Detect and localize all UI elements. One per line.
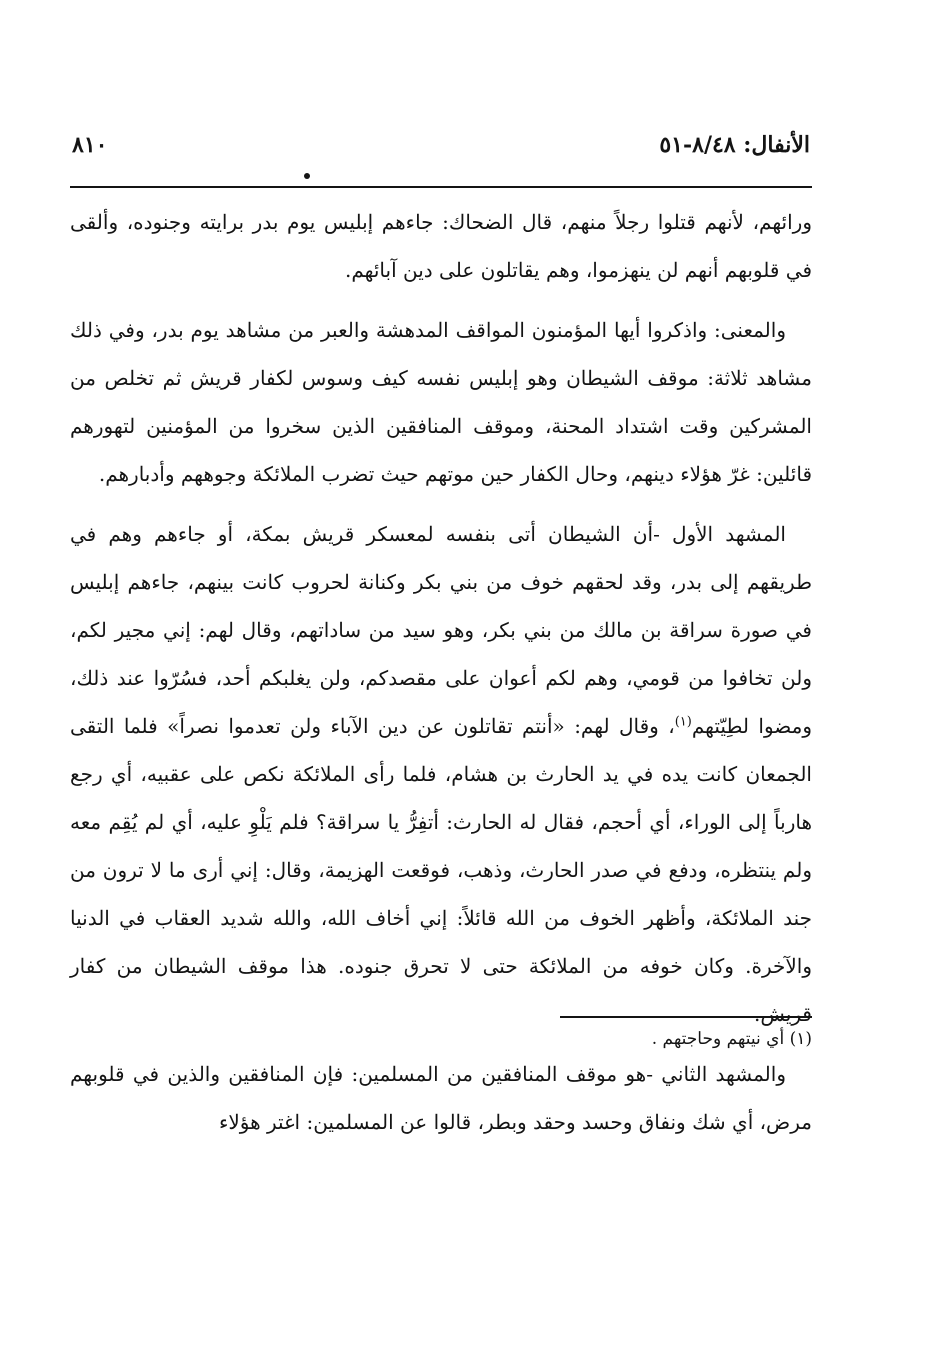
paragraph-2: والمعنى: واذكروا أيها المؤمنون المواقف المدهشة والعبر من مشاهد يوم بدر، وفي ذلك مشاهد ثلاثة: موقف الشيطان وهو إبليس نفسه كيف وسوس لكفار قريش ثم تخلص من المشركين وقت اشتداد المحنة، وموقف المنافقين الذين سخروا من المؤمنين لتهورهم قائلين: غرّ هؤلاء دينهم، وحال الكفار حين موتهم حيث تضرب الملائكة وجوههم وأدبارهم. <box>70 318 812 486</box>
paragraph-3-part-1: المشهد الأول -أن الشيطان أتى بنفسه لمعسكر قريش بمكة، أو جاءهم وهم في طريقهم إلى بدر، وقد لحقهم خوف من بني بكر وكنانة لحروب كانت بينهم، جاءهم إبليس في صورة سراقة بن مالك من بني بكر، وهو سيد من ساداتهم، وقال لهم: إني مجير لكم، ولن تخافوا من قومي، وهم لكم أعوان على مقصدكم، ولن يغلبكم أحد، فسُرّوا عند ذلك، ومضوا لطِيّتهم <box>70 522 812 738</box>
footnote-reference: (١) <box>674 714 692 730</box>
footnote: (١) أي نيتهم وحاجتهم . <box>651 1029 812 1049</box>
page-header <box>70 132 812 172</box>
footnote-rule <box>560 1016 812 1018</box>
header-title: الأنفال: ٨/٤٨-٥١ <box>659 132 810 158</box>
header-rule <box>70 186 812 188</box>
book-page <box>70 120 812 1320</box>
header-dot-ornament <box>304 173 310 179</box>
paragraph-4: والمشهد الثاني -هو موقف المنافقين من المسلمين: فإن المنافقين والذين في قلوبهم مرض، أي شك ونفاق وحسد وحقد وبطر، قالوا عن المسلمين: اغتر هؤلاء <box>70 1062 812 1134</box>
page-number: ٨١٠ <box>72 132 108 158</box>
paragraph-1: ورائهم، لأنهم قتلوا رجلاً منهم، قال الضحاك: جاءهم إبليس يوم بدر برايته وجنوده، وألقى في قلوبهم أنهم لن ينهزموا، وهم يقاتلون على دين آبائهم. <box>70 210 812 282</box>
body-text <box>70 198 812 1158</box>
paragraph-3-part-2: ، وقال لهم: «أنتم تقاتلون عن دين الآباء ولن تعدموا نصراً» فلما التقى الجمعان كانت يده في يد الحارث بن هشام، فلما رأى الملائكة نكص على عقبيه، أي رجع هارباً إلى الوراء، أي أحجم، فقال له الحارث: أتفِرُّ يا سراقة؟ فلم يَلْوِ عليه، أي لم يُقِم معه ولم ينتظره، ودفع في صدر الحارث، وذهب، فوقعت الهزيمة، وقال: إني أرى ما لا ترون من جند الملائكة، وأظهر الخوف من الله قائلاً: إني أخاف الله، والله شديد العقاب في الدنيا والآخرة. وكان خوفه من الملائكة حتى لا تحرق جنوده. هذا موقف الشيطان من كفار قريش. <box>70 714 812 1026</box>
paragraph-3 <box>70 510 812 1038</box>
